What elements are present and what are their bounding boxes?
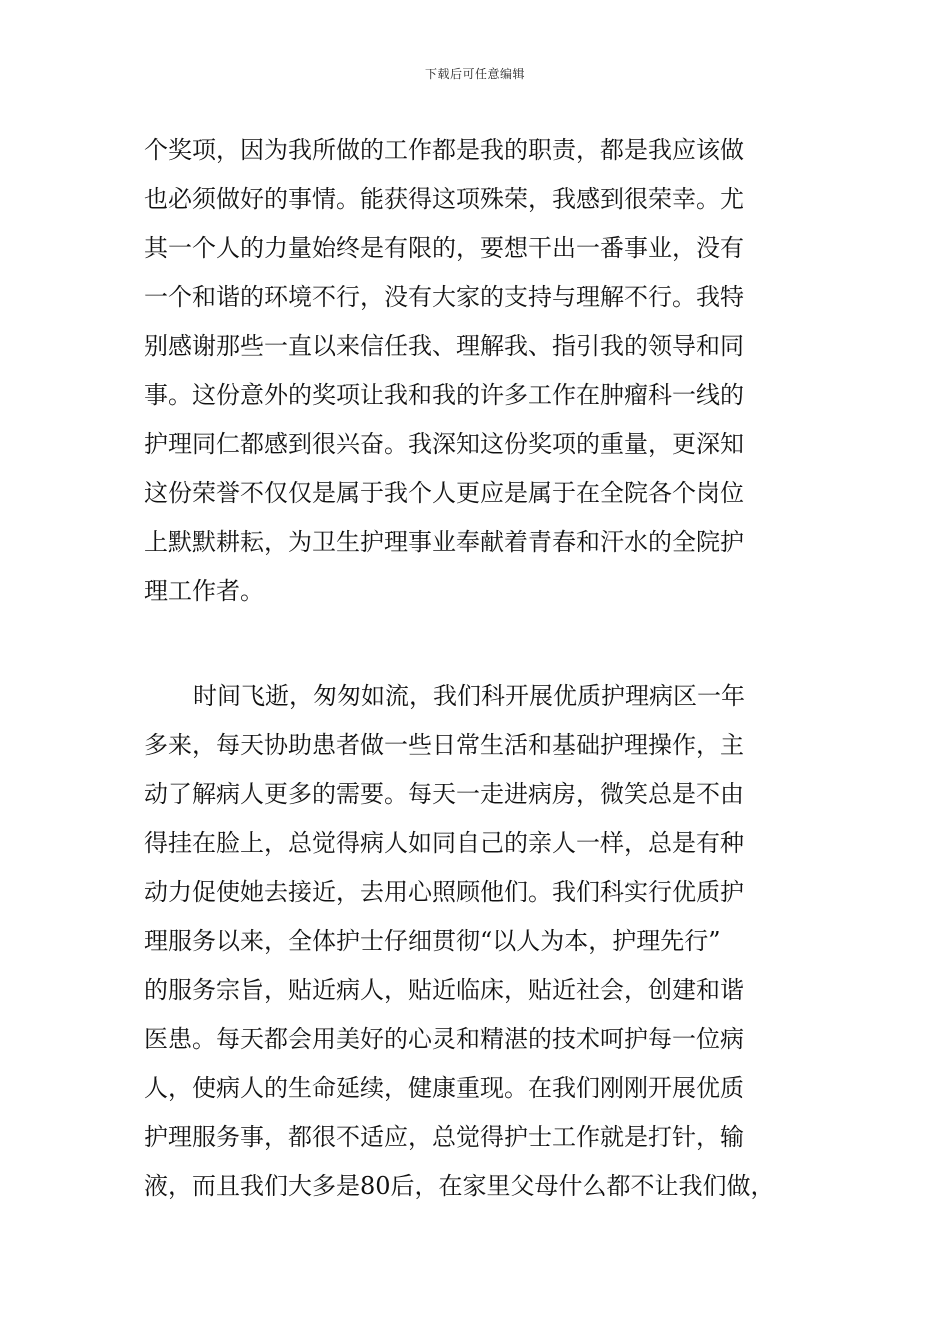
text-line: 得挂在脸上，总觉得病人如同自己的亲人一样，总是有种 [144, 829, 744, 857]
text-line: 护理同仁都感到很兴奋。我深知这份奖项的重量，更深知 [144, 430, 744, 458]
text-line: 理服务以来，全体护士仔细贯彻“以人为本，护理先行” [144, 927, 721, 955]
text-line: 事。这份意外的奖项让我和我的许多工作在肿瘤科一线的 [144, 381, 744, 409]
paragraph [144, 672, 814, 1211]
text-line: 也必须做好的事情。能获得这项殊荣，我感到很荣幸。尤 [144, 185, 744, 213]
text-line: 动力促使她去接近，去用心照顾他们。我们科实行优质护 [144, 878, 744, 906]
text-line: 个奖项，因为我所做的工作都是我的职责，都是我应该做 [144, 136, 744, 164]
text-line: 多来，每天协助患者做一些日常生活和基础护理操作，主 [144, 731, 744, 759]
text-line: 一个和谐的环境不行，没有大家的支持与理解不行。我特 [144, 283, 744, 311]
text-line: 其一个人的力量始终是有限的，要想干出一番事业，没有 [144, 234, 744, 262]
text-line: 的服务宗旨，贴近病人，贴近临床，贴近社会，创建和谐 [144, 976, 744, 1004]
text-line: 护理服务事，都很不适应，总觉得护士工作就是打针，输 [144, 1123, 744, 1151]
page-header-note: 下载后可任意编辑 [424, 67, 525, 81]
text-line: 医患。每天都会用美好的心灵和精湛的技术呵护每一位病 [144, 1025, 744, 1053]
text-line: 动了解病人更多的需要。每天一走进病房，微笑总是不由 [144, 780, 744, 808]
text-line: 这份荣誉不仅仅是属于我个人更应是属于在全院各个岗位 [144, 479, 744, 507]
paragraph [144, 126, 814, 616]
text-line: 别感谢那些一直以来信任我、理解我、指引我的领导和同 [144, 332, 744, 360]
text-line: 人，使病人的生命延续，健康重现。在我们刚刚开展优质 [144, 1074, 744, 1102]
text-line: 液，而且我们大多是80后，在家里父母什么都不让我们做， [144, 1172, 775, 1200]
text-line: 时间飞逝，匆匆如流，我们科开展优质护理病区一年 [193, 682, 745, 710]
text-line: 上默默耕耘，为卫生护理事业奉献着青春和汗水的全院护 [144, 528, 744, 556]
text-line: 理工作者。 [144, 577, 264, 605]
